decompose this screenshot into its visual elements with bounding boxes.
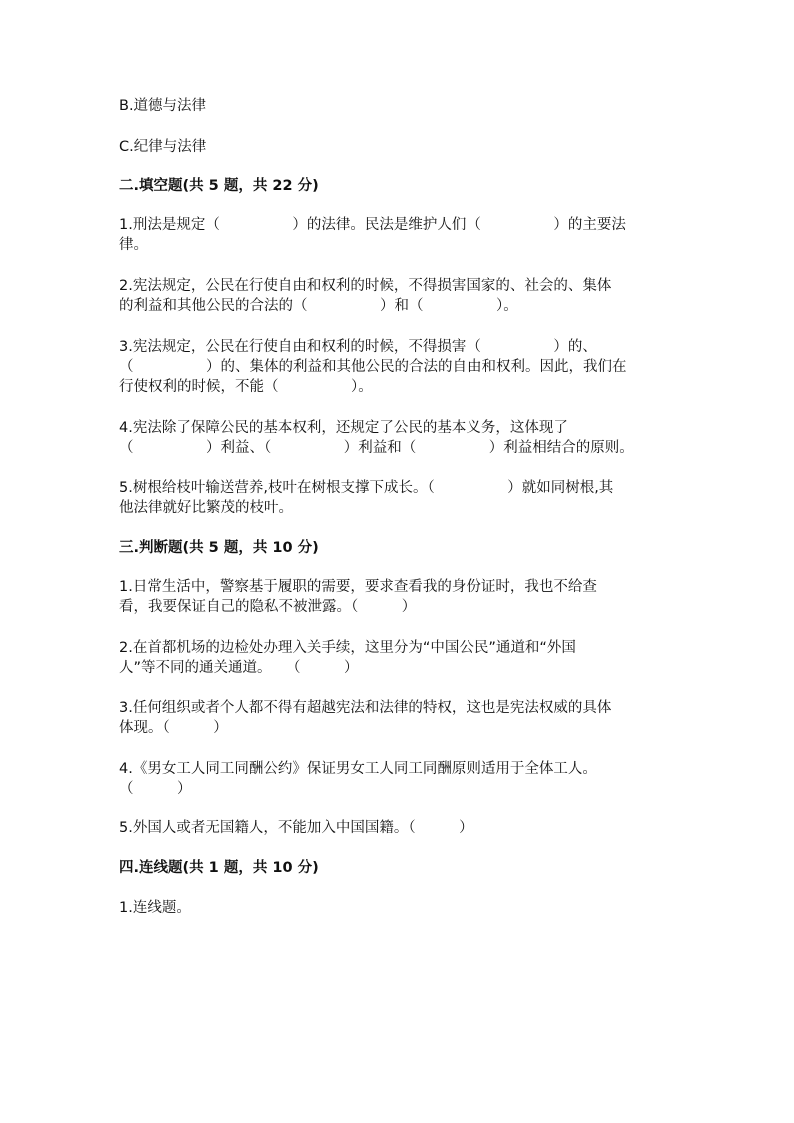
question-line: 律。: [119, 237, 148, 253]
matching-question-1: 1.连线题。: [119, 900, 191, 916]
section-matching-heading: 四.连线题(共 1 题，共 10 分): [119, 860, 319, 876]
question-line: 的利益和其他公民的合法的（ ）和（ ）。: [119, 298, 518, 314]
question-line: 2.在首都机场的边检处办理入关手续，这里分为“中国公民”通道和“外国: [119, 640, 576, 656]
question-line: 人”等不同的通关通道。 （ ）: [119, 660, 359, 676]
question-line: 他法律就好比繁茂的枝叶。: [119, 500, 293, 516]
section-judgement-heading: 三.判断题(共 5 题，共 10 分): [119, 540, 319, 556]
question-line: （ ）: [119, 781, 192, 797]
question-line: 3.宪法规定，公民在行使自由和权利的时候，不得损害（ ）的、: [119, 339, 597, 355]
question-line: 5.外国人或者无国籍人，不能加入中国国籍。（ ）: [119, 820, 474, 836]
question-line: （ ）的、集体的利益和其他公民的合法的自由和权利。因此，我们在: [119, 359, 627, 375]
option-c: C.纪律与法律: [119, 139, 207, 155]
section-fill-blank-heading: 二.填空题(共 5 题，共 22 分): [119, 178, 319, 194]
question-line: 体现。（ ）: [119, 720, 228, 736]
question-line: 2.宪法规定，公民在行使自由和权利的时候，不得损害国家的、社会的、集体: [119, 278, 612, 294]
question-line: 5.树根给枝叶输送营养,枝叶在树根支撑下成长。（ ）就如同树根,其: [119, 480, 614, 496]
question-line: 1.日常生活中，警察基于履职的需要，要求查看我的身份证时，我也不给查: [119, 579, 597, 595]
question-line: 4.《男女工人同工同酬公约》保证男女工人同工同酬原则适用于全体工人。: [119, 761, 597, 777]
question-line: （ ）利益、（ ）利益和（ ）利益相结合的原则。: [119, 440, 634, 456]
question-line: 1.刑法是规定（ ）的法律。民法是维护人们（ ）的主要法: [119, 217, 626, 233]
question-line: 行使权利的时候，不能（ ）。: [119, 379, 373, 395]
question-line: 4.宪法除了保障公民的基本权利，还规定了公民的基本义务，这体现了: [119, 420, 568, 436]
question-line: 3.任何组织或者个人都不得有超越宪法和法律的特权，这也是宪法权威的具体: [119, 700, 612, 716]
option-b: B.道德与法律: [119, 98, 207, 114]
question-line: 看，我要保证自己的隐私不被泄露。（ ）: [119, 599, 417, 615]
